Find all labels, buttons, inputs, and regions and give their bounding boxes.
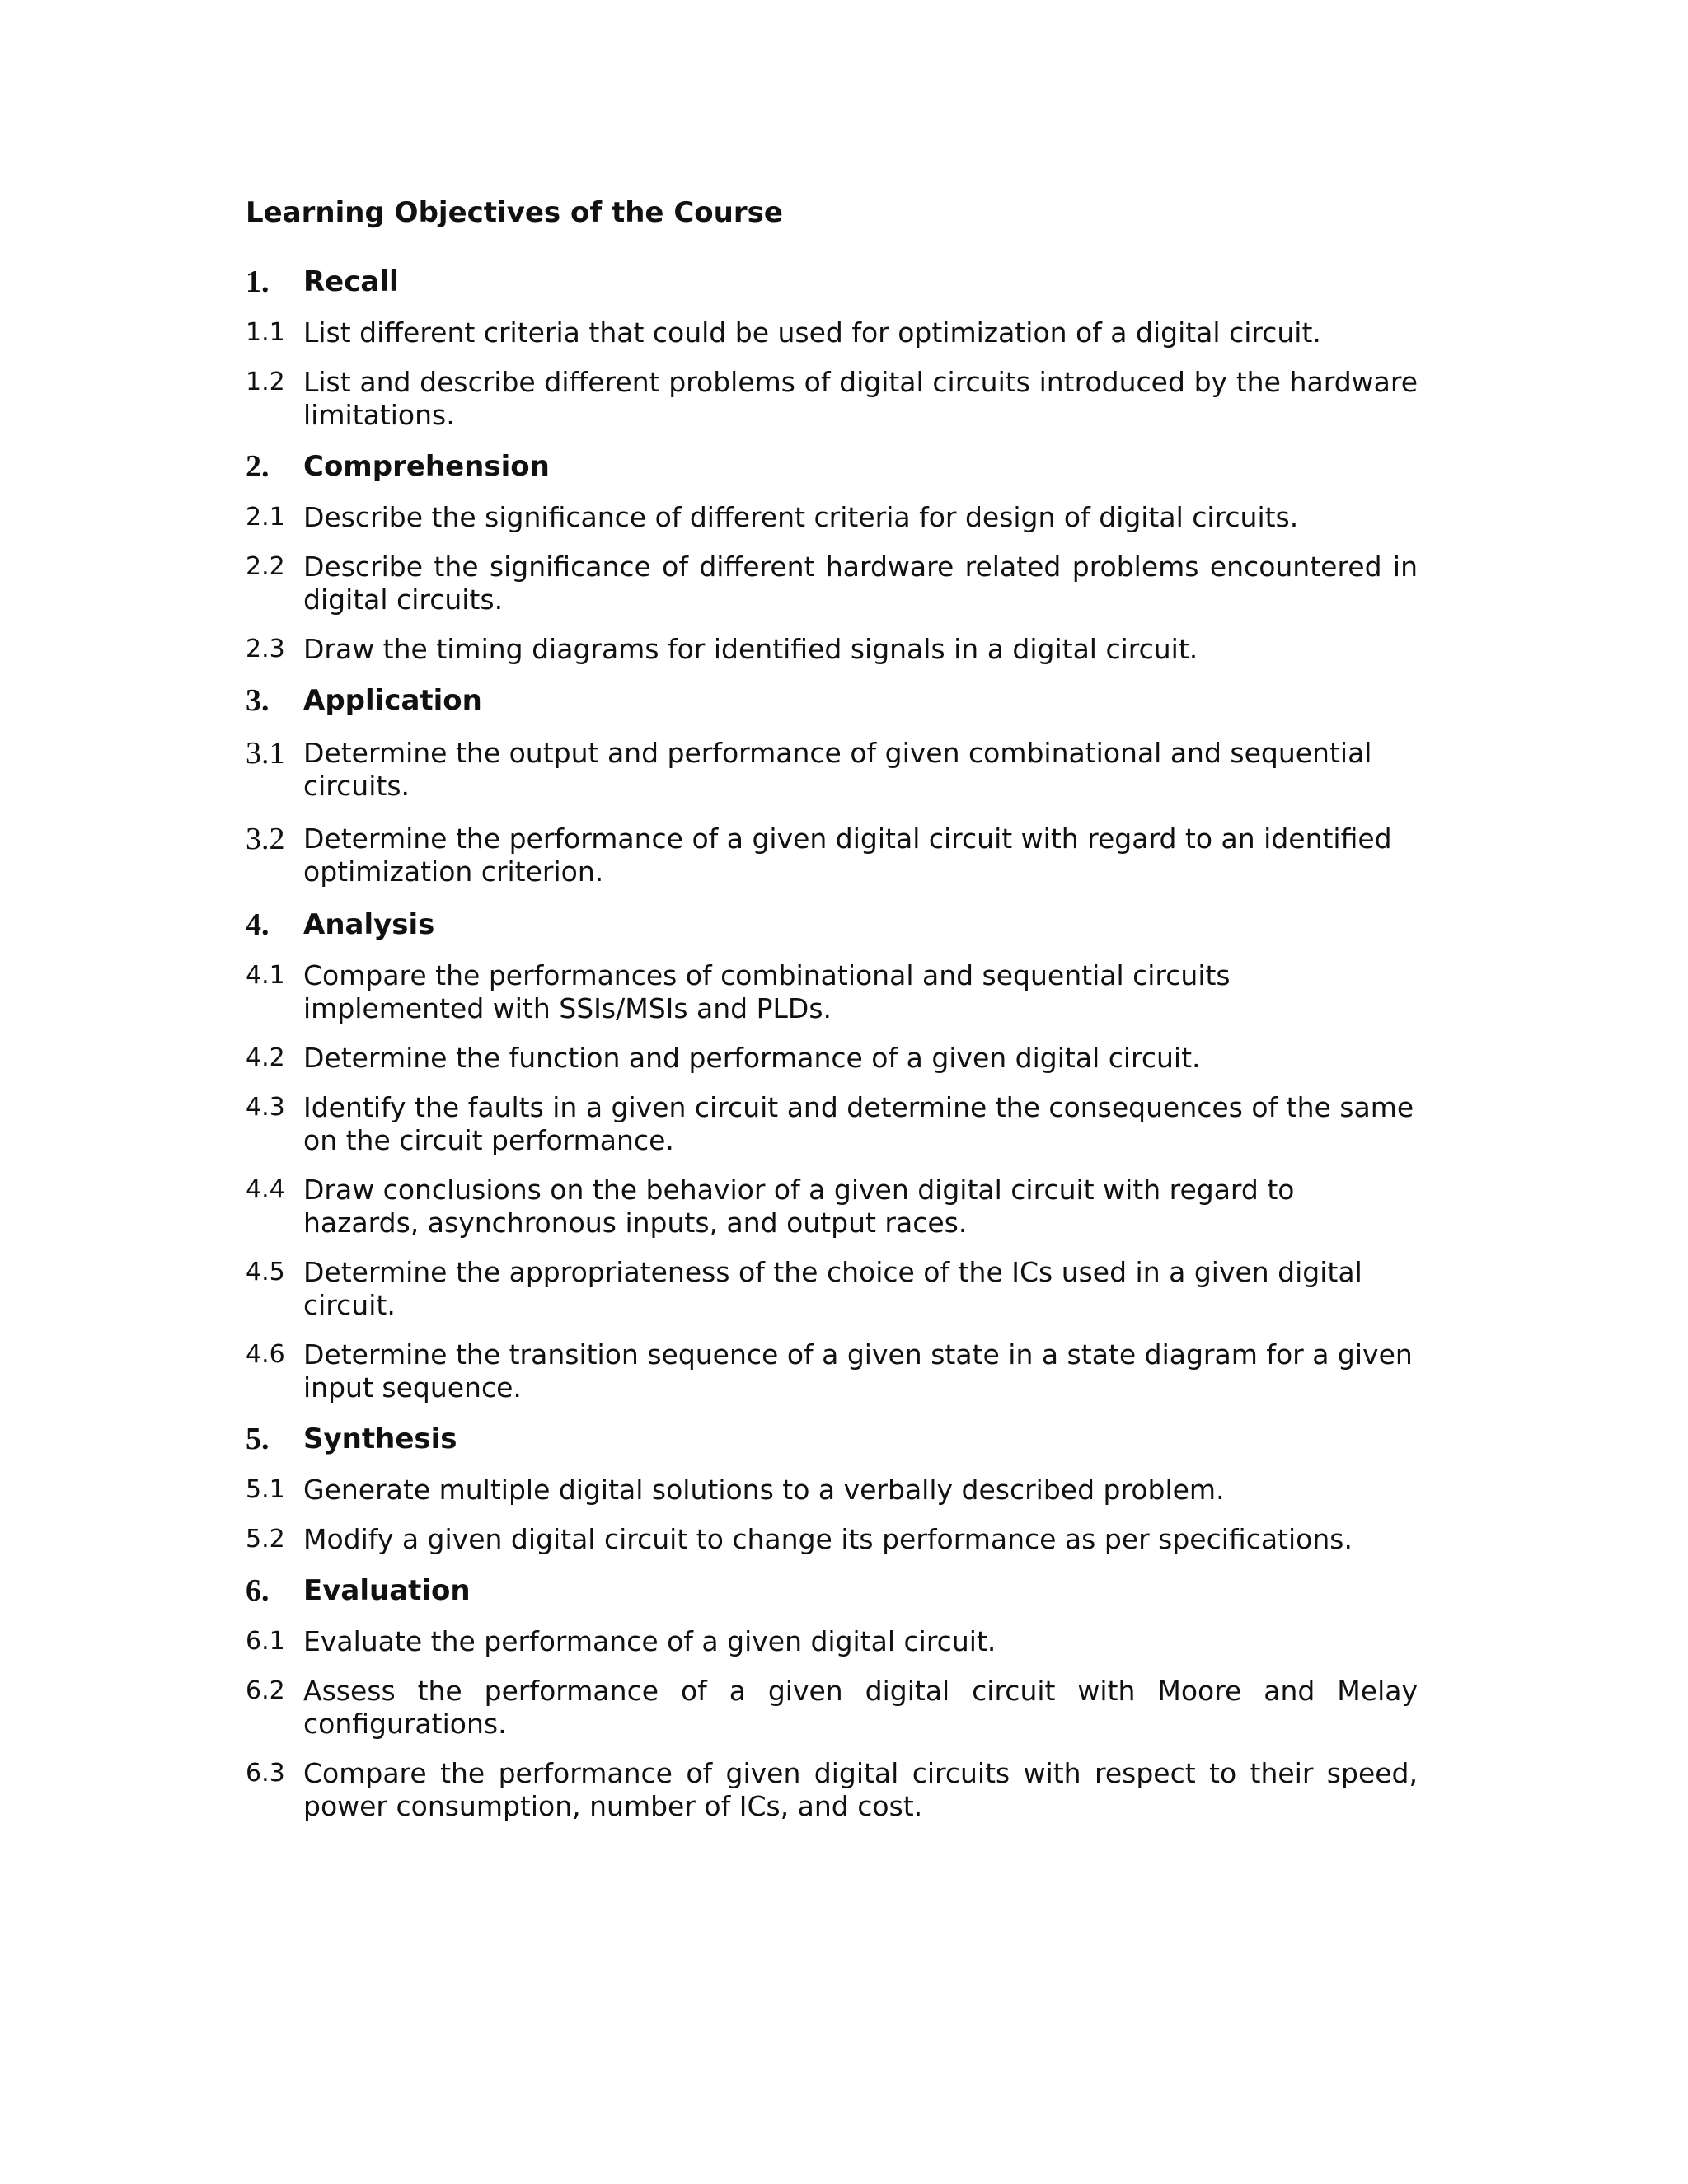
item-text: Compare the performances of combinational and sequential circuits implemented with SSIs/MSIs and PLDs. bbox=[303, 959, 1231, 1024]
item-number: 4.6 bbox=[246, 1340, 285, 1369]
item-text: Assess the performance of a given digital circuit with Moore and Melay configurations. bbox=[303, 1675, 1418, 1740]
section-number: 6. bbox=[246, 1573, 270, 1608]
item-number: 4.5 bbox=[246, 1258, 285, 1286]
item-text: Modify a given digital circuit to change its performance as per specifications. bbox=[303, 1523, 1353, 1555]
item-number: 6.2 bbox=[246, 1676, 285, 1705]
item-text: Determine the appropriateness of the choice of the ICs used in a given digital circuit. bbox=[303, 1256, 1362, 1321]
item-number: 3.2 bbox=[246, 822, 285, 856]
section-title: Synthesis bbox=[303, 1422, 457, 1455]
section-title: Application bbox=[303, 684, 482, 717]
item-number: 6.3 bbox=[246, 1759, 285, 1788]
item-number: 2.1 bbox=[246, 503, 285, 532]
section-number: 5. bbox=[246, 1422, 270, 1456]
section-title: Evaluation bbox=[303, 1574, 471, 1607]
page-title: Learning Objectives of the Course bbox=[246, 196, 783, 229]
section-number: 4. bbox=[246, 907, 270, 942]
item-text: Determine the transition sequence of a given state in a state diagram for a given input sequence. bbox=[303, 1338, 1413, 1404]
item-text: Describe the significance of different hardware related problems encountered in digital circuits. bbox=[303, 551, 1418, 616]
item-text: List and describe different problems of digital circuits introduced by the hardware limitations. bbox=[303, 366, 1418, 431]
item-number: 1.2 bbox=[246, 368, 285, 396]
section-number: 3. bbox=[246, 683, 270, 718]
item-text: List different criteria that could be used for optimization of a digital circuit. bbox=[303, 316, 1321, 349]
item-number: 2.3 bbox=[246, 635, 285, 663]
item-number: 4.1 bbox=[246, 961, 285, 990]
item-number: 4.3 bbox=[246, 1093, 285, 1122]
item-number: 5.1 bbox=[246, 1475, 285, 1504]
item-text: Draw conclusions on the behavior of a given digital circuit with regard to hazards, asynchronous inputs, and output races. bbox=[303, 1174, 1295, 1239]
item-number: 5.2 bbox=[246, 1525, 285, 1554]
item-text: Generate multiple digital solutions to a verbally described problem. bbox=[303, 1474, 1225, 1506]
item-text: Identify the faults in a given circuit and determine the consequences of the same on the circuit performance. bbox=[303, 1091, 1414, 1156]
item-text: Determine the output and performance of given combinational and sequential circuits. bbox=[303, 737, 1372, 802]
item-number: 6.1 bbox=[246, 1627, 285, 1656]
section-number: 2. bbox=[246, 449, 270, 484]
section-title: Comprehension bbox=[303, 450, 550, 483]
section-title: Recall bbox=[303, 265, 399, 298]
item-number: 1.1 bbox=[246, 318, 285, 347]
item-text: Describe the significance of different criteria for design of digital circuits. bbox=[303, 501, 1299, 533]
item-text: Determine the performance of a given digital circuit with regard to an identified optimization criterion. bbox=[303, 823, 1392, 888]
item-text: Determine the function and performance of a given digital circuit. bbox=[303, 1042, 1201, 1074]
section-title: Analysis bbox=[303, 908, 435, 941]
item-text: Compare the performance of given digital circuits with respect to their speed, power consumption, number of ICs, and cost. bbox=[303, 1757, 1418, 1822]
item-text: Evaluate the performance of a given digital circuit. bbox=[303, 1625, 996, 1657]
item-number: 2.2 bbox=[246, 552, 285, 581]
section-number: 1. bbox=[246, 265, 270, 299]
item-number: 3.1 bbox=[246, 736, 285, 771]
item-number: 4.2 bbox=[246, 1043, 285, 1072]
item-number: 4.4 bbox=[246, 1175, 285, 1204]
item-text: Draw the timing diagrams for identified signals in a digital circuit. bbox=[303, 633, 1198, 665]
